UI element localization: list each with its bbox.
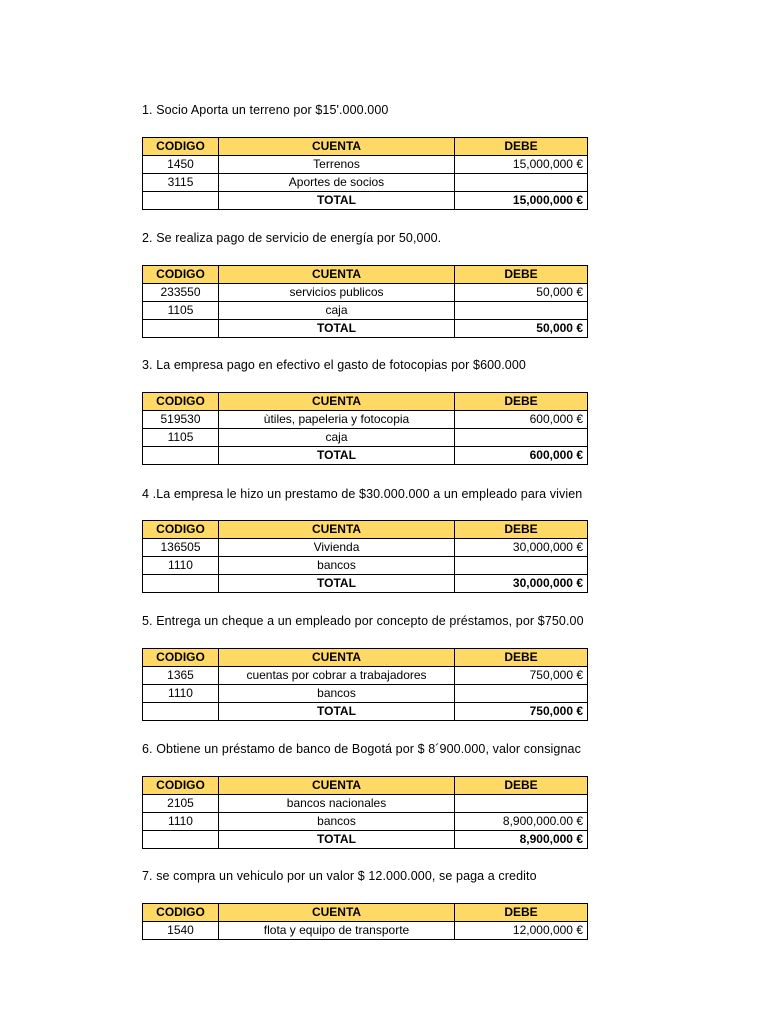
cuenta-cell: Terrenos [219, 156, 455, 174]
header-row [143, 777, 588, 795]
ledger-table [142, 903, 588, 940]
entry-title: 3. La empresa pago en efectivo el gasto de fotocopias por $600.000 [142, 358, 526, 372]
header-row [143, 521, 588, 539]
cuenta-header: CUENTA [219, 904, 455, 922]
table-row [143, 429, 588, 447]
codigo-cell: 1105 [143, 429, 219, 447]
empty-cell [143, 447, 219, 465]
header-row [143, 266, 588, 284]
codigo-cell: 1110 [143, 685, 219, 703]
total-label: TOTAL [219, 703, 455, 721]
codigo-header: CODIGO [143, 393, 219, 411]
cuenta-header: CUENTA [219, 266, 455, 284]
ledger-table [142, 648, 588, 721]
empty-cell [143, 703, 219, 721]
entry-title: 5. Entrega un cheque a un empleado por concepto de préstamos, por $750.00 [142, 614, 584, 628]
debe-header: DEBE [455, 266, 588, 284]
codigo-cell: 233550 [143, 284, 219, 302]
table-row [143, 557, 588, 575]
debe-cell [455, 174, 588, 192]
debe-cell: 15,000,000 € [455, 156, 588, 174]
table-row [143, 411, 588, 429]
codigo-header: CODIGO [143, 904, 219, 922]
empty-cell [143, 192, 219, 210]
cuenta-cell: caja [219, 302, 455, 320]
codigo-cell: 1365 [143, 667, 219, 685]
cuenta-header: CUENTA [219, 393, 455, 411]
cuenta-cell: servicios publicos [219, 284, 455, 302]
table-row [143, 284, 588, 302]
total-value: 750,000 € [455, 703, 588, 721]
cuenta-cell: Aportes de socios [219, 174, 455, 192]
cuenta-cell: bancos nacionales [219, 795, 455, 813]
entry-title: 6. Obtiene un préstamo de banco de Bogotá por $ 8´900.000, valor consignac [142, 742, 581, 756]
codigo-cell: 1110 [143, 557, 219, 575]
debe-cell: 8,900,000.00 € [455, 813, 588, 831]
table-row [143, 174, 588, 192]
empty-cell [143, 575, 219, 593]
total-row [143, 192, 588, 210]
debe-header: DEBE [455, 904, 588, 922]
table-row [143, 813, 588, 831]
entry-title: 2. Se realiza pago de servicio de energía por 50,000. [142, 231, 442, 245]
ledger-table [142, 776, 588, 849]
cuenta-cell: ùtiles, papeleria y fotocopia [219, 411, 455, 429]
debe-cell: 12,000,000 € [455, 922, 588, 940]
codigo-cell: 519530 [143, 411, 219, 429]
codigo-cell: 1540 [143, 922, 219, 940]
debe-cell: 50,000 € [455, 284, 588, 302]
debe-cell: 750,000 € [455, 667, 588, 685]
total-value: 15,000,000 € [455, 192, 588, 210]
header-row [143, 393, 588, 411]
ledger-table [142, 520, 588, 593]
entry-title: 7. se compra un vehiculo por un valor $ 12.000.000, se paga a credito [142, 869, 537, 883]
cuenta-header: CUENTA [219, 777, 455, 795]
debe-header: DEBE [455, 521, 588, 539]
codigo-header: CODIGO [143, 266, 219, 284]
total-label: TOTAL [219, 831, 455, 849]
total-value: 600,000 € [455, 447, 588, 465]
codigo-header: CODIGO [143, 649, 219, 667]
header-row [143, 904, 588, 922]
total-label: TOTAL [219, 575, 455, 593]
debe-header: DEBE [455, 393, 588, 411]
table-row [143, 922, 588, 940]
debe-cell [455, 795, 588, 813]
cuenta-header: CUENTA [219, 521, 455, 539]
entry-title: 1. Socio Aporta un terreno por $15'.000.000 [142, 103, 389, 117]
debe-header: DEBE [455, 649, 588, 667]
table-row [143, 156, 588, 174]
table-row [143, 795, 588, 813]
ledger-table [142, 265, 588, 338]
cuenta-cell: cuentas por cobrar a trabajadores [219, 667, 455, 685]
debe-cell [455, 557, 588, 575]
total-row [143, 831, 588, 849]
codigo-cell: 3115 [143, 174, 219, 192]
total-value: 50,000 € [455, 320, 588, 338]
cuenta-cell: Vivienda [219, 539, 455, 557]
debe-cell [455, 429, 588, 447]
total-label: TOTAL [219, 192, 455, 210]
total-row [143, 447, 588, 465]
codigo-cell: 1110 [143, 813, 219, 831]
debe-header: DEBE [455, 138, 588, 156]
total-value: 30,000,000 € [455, 575, 588, 593]
codigo-cell: 136505 [143, 539, 219, 557]
header-row [143, 649, 588, 667]
debe-cell: 30,000,000 € [455, 539, 588, 557]
codigo-cell: 2105 [143, 795, 219, 813]
table-row [143, 302, 588, 320]
total-label: TOTAL [219, 320, 455, 338]
cuenta-cell: bancos [219, 557, 455, 575]
header-row [143, 138, 588, 156]
total-row [143, 575, 588, 593]
cuenta-header: CUENTA [219, 138, 455, 156]
total-value: 8,900,000 € [455, 831, 588, 849]
table-row [143, 539, 588, 557]
codigo-cell: 1105 [143, 302, 219, 320]
total-row [143, 703, 588, 721]
entry-title: 4 .La empresa le hizo un prestamo de $30.000.000 a un empleado para vivien [142, 487, 583, 501]
ledger-table [142, 137, 588, 210]
debe-cell [455, 302, 588, 320]
cuenta-cell: bancos [219, 813, 455, 831]
total-label: TOTAL [219, 447, 455, 465]
debe-header: DEBE [455, 777, 588, 795]
codigo-header: CODIGO [143, 138, 219, 156]
codigo-cell: 1450 [143, 156, 219, 174]
empty-cell [143, 320, 219, 338]
total-row [143, 320, 588, 338]
empty-cell [143, 831, 219, 849]
cuenta-cell: flota y equipo de transporte [219, 922, 455, 940]
cuenta-cell: caja [219, 429, 455, 447]
table-row [143, 685, 588, 703]
cuenta-cell: bancos [219, 685, 455, 703]
debe-cell [455, 685, 588, 703]
codigo-header: CODIGO [143, 777, 219, 795]
cuenta-header: CUENTA [219, 649, 455, 667]
table-row [143, 667, 588, 685]
codigo-header: CODIGO [143, 521, 219, 539]
debe-cell: 600,000 € [455, 411, 588, 429]
ledger-table [142, 392, 588, 465]
